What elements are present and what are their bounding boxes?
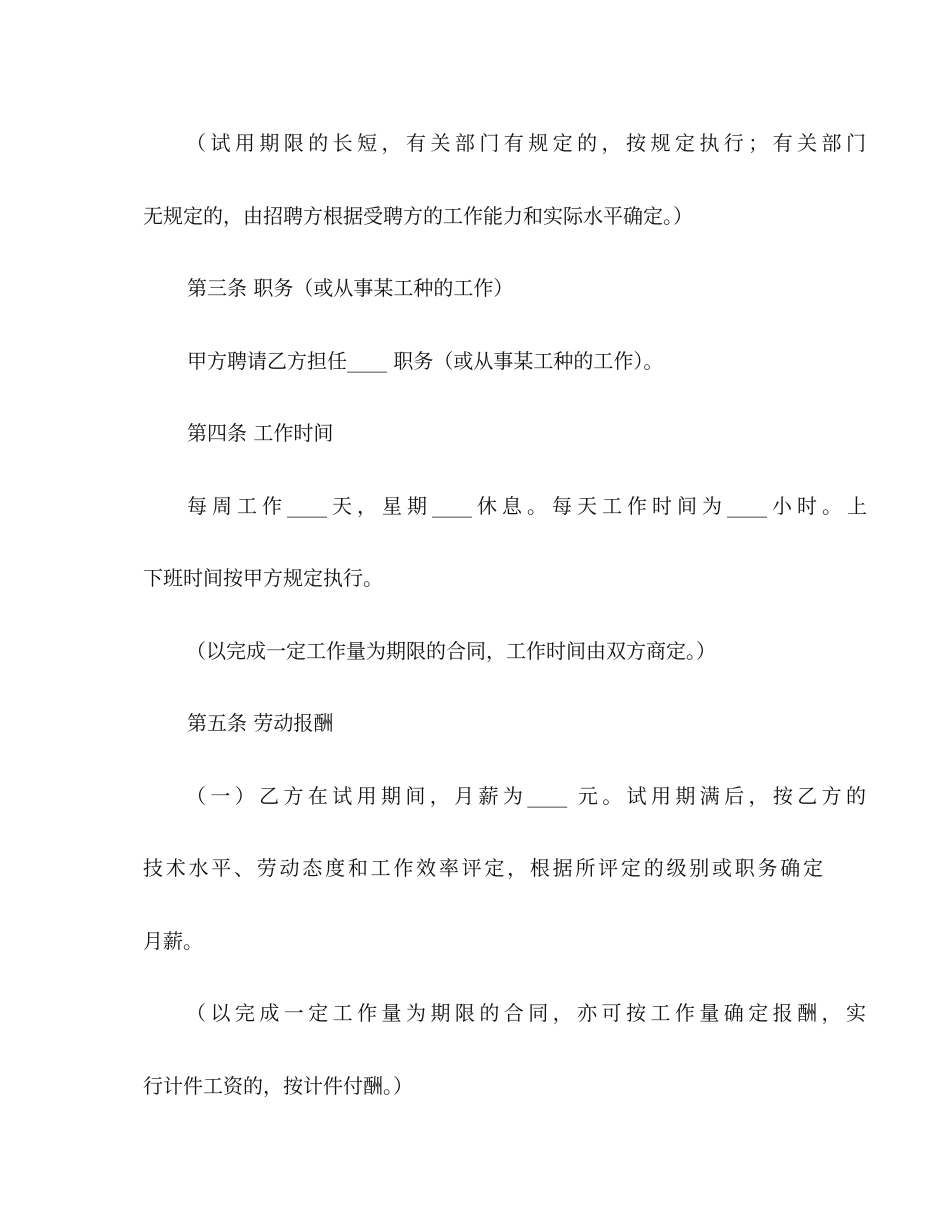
paragraph-line: （一）乙方在试用期间，月薪为____ 元。试用期满后，按乙方的 xyxy=(186,784,866,808)
section-heading: 第四条 工作时间 xyxy=(187,421,334,445)
paragraph-line: 技术水平、劳动态度和工作效率评定，根据所评定的级别或职务确定 xyxy=(143,856,823,880)
section-heading: 第三条 职务（或从事某工种的工作） xyxy=(187,276,514,300)
paragraph-line: 下班时间按甲方规定执行。 xyxy=(143,566,383,590)
paragraph-line: （试用期限的长短，有关部门有规定的，按规定执行；有关部门 xyxy=(186,131,866,155)
paragraph-line: 月薪。 xyxy=(143,929,203,953)
paragraph-line: 无规定的，由招聘方根据受聘方的工作能力和实际水平确定。） xyxy=(143,204,693,228)
paragraph-line: （以完成一定工作量为期限的合同，工作时间由双方商定。） xyxy=(186,639,716,663)
paragraph-line: 行计件工资的，按计件付酬。） xyxy=(143,1074,413,1098)
paragraph-line: （以完成一定工作量为期限的合同，亦可按工作量确定报酬，实 xyxy=(186,1001,866,1025)
section-heading: 第五条 劳动报酬 xyxy=(187,711,334,735)
paragraph-line: 每周工作____天，星期____休息。每天工作时间为____小时。上 xyxy=(187,494,867,518)
paragraph-line: 甲方聘请乙方担任____ 职务（或从事某工种的工作）。 xyxy=(187,349,664,373)
